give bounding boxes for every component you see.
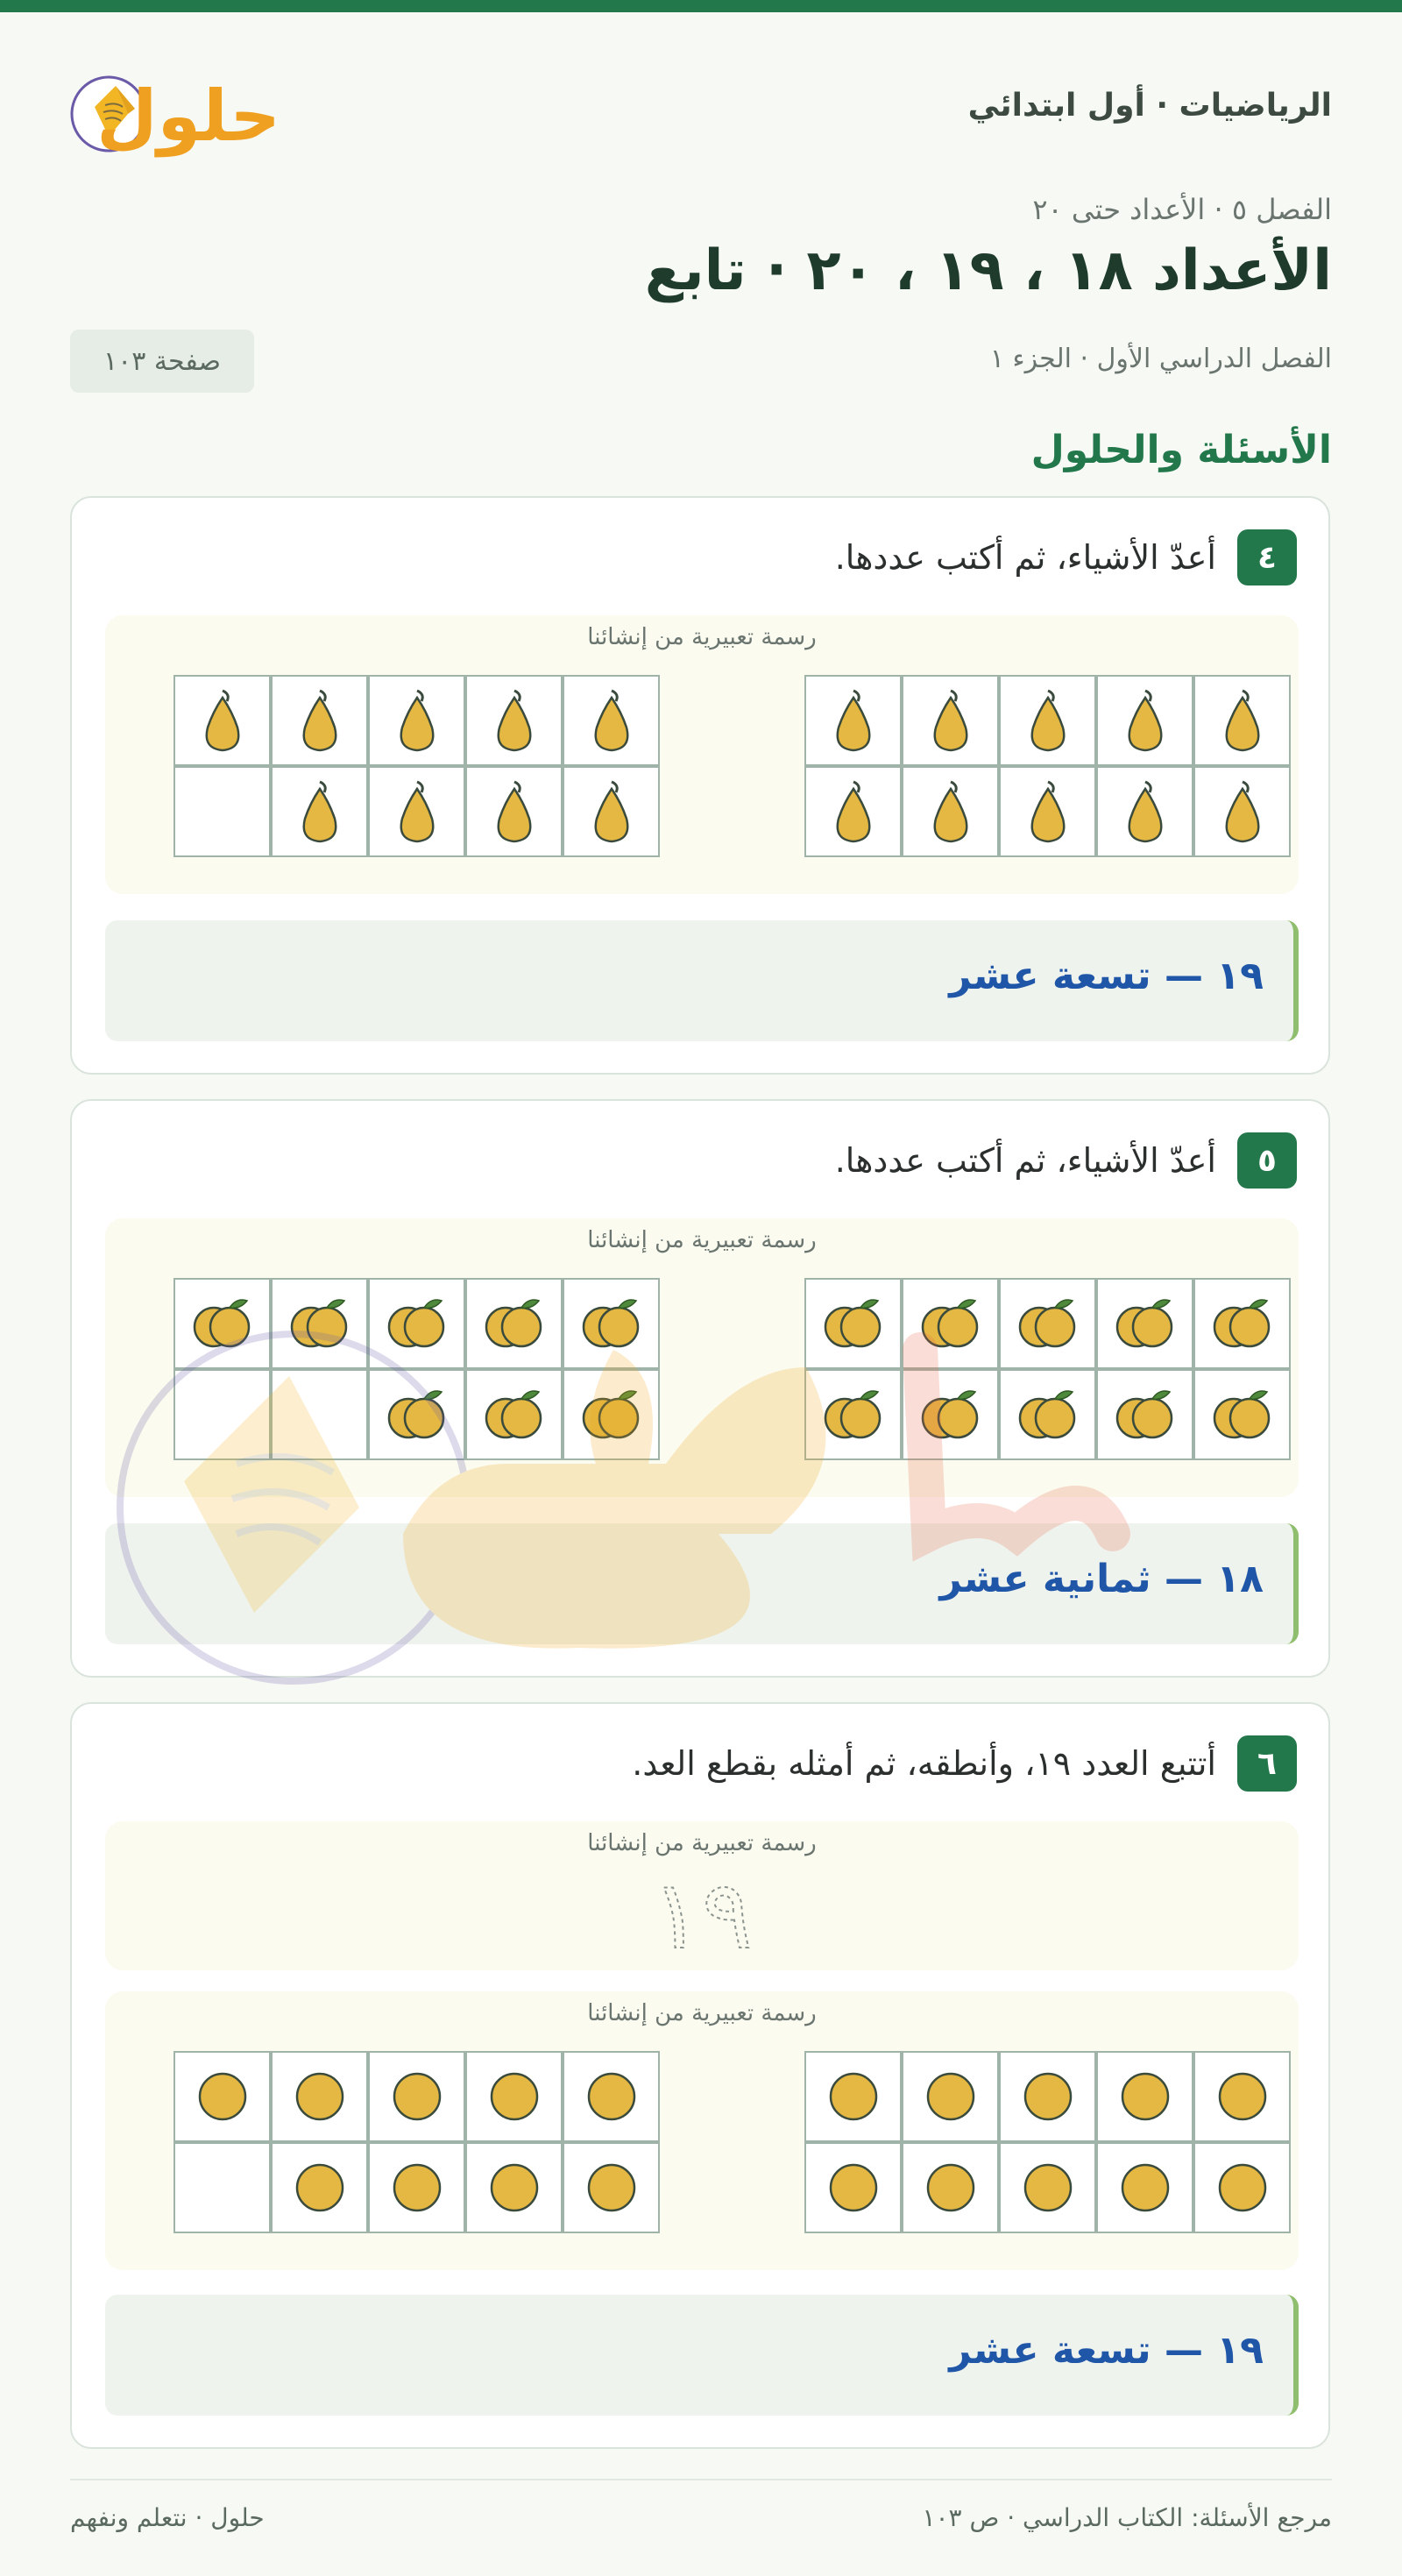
ten-frame-cell [563, 2051, 660, 2142]
pear-icon [467, 677, 561, 764]
ten-frame-cell [1096, 675, 1193, 766]
illustration-panel [105, 1218, 1299, 1497]
ten-frame-cell [368, 675, 465, 766]
page-badge: صفحة ١٠٣ [70, 330, 254, 393]
counter-icon [1001, 2144, 1094, 2232]
counter-icon [370, 2144, 464, 2232]
ten-frame-cell [271, 2051, 368, 2142]
ten-frame-cell [1096, 766, 1193, 857]
ten-frame-cell [563, 1278, 660, 1369]
illustration-panel [105, 615, 1299, 894]
pear-icon [273, 768, 366, 855]
question-number-badge: ٤ [1237, 529, 1297, 585]
ten-frame-cell [563, 2142, 660, 2233]
orange-icon [467, 1371, 561, 1458]
counter-icon [175, 2053, 269, 2140]
ten-frame-cell [902, 2051, 999, 2142]
pear-icon [564, 768, 658, 855]
ten-frame-cell [999, 675, 1096, 766]
footer-reference: مرجع الأسئلة: الكتاب الدراسي · ص ١٠٣ [922, 2503, 1332, 2532]
trace-number[interactable] [614, 1863, 790, 1960]
counter-icon [1195, 2144, 1289, 2232]
orange-icon [903, 1280, 997, 1367]
ten-frame-cell [1096, 2142, 1193, 2233]
footer-tagline: حلول · نتعلم ونفهم [70, 2503, 265, 2532]
question-header [835, 529, 1297, 585]
illustration-caption: رسمة تعبيرية من إنشائنا [587, 1227, 817, 1253]
ten-frame-cell [1193, 2051, 1291, 2142]
orange-icon [564, 1371, 658, 1458]
orange-icon [806, 1371, 900, 1458]
answer-box [105, 1523, 1299, 1644]
ten-frame-cell [999, 2051, 1096, 2142]
term-label: الفصل الدراسي الأول · الجزء ١ [989, 344, 1332, 374]
ten-frame-cell [563, 766, 660, 857]
footer-divider [70, 2479, 1332, 2480]
ten-frame-cell [368, 1369, 465, 1460]
svg-text:١٩: ١٩ [650, 1863, 754, 1960]
ten-frame-cell [368, 766, 465, 857]
ten-frame-cell [999, 1278, 1096, 1369]
ten-frame-cell [1193, 2142, 1291, 2233]
counter-icon [564, 2144, 658, 2232]
orange-icon [370, 1371, 464, 1458]
chapter-label: الفصل ٥ · الأعداد حتى ٢٠ [1032, 193, 1332, 226]
ten-frame-cell [465, 675, 563, 766]
counter-icon [806, 2053, 900, 2140]
lesson-title: الأعداد ١٨ ، ١٩ ، ٢٠ · تابع [644, 238, 1332, 303]
pear-icon [175, 677, 269, 764]
ten-frame-cell [271, 675, 368, 766]
ten-frame-cell [804, 2142, 902, 2233]
orange-icon [1098, 1371, 1192, 1458]
counter-icon [564, 2053, 658, 2140]
answer-text: ١٩ — تسعة عشر [949, 954, 1264, 998]
counter-icon [467, 2053, 561, 2140]
ten-frame-cell [902, 1278, 999, 1369]
orange-icon [175, 1280, 269, 1367]
question-number-badge: ٥ [1237, 1132, 1297, 1189]
ten-frame-cell [563, 1369, 660, 1460]
answer-box [105, 920, 1299, 1041]
ten-frame-cell [902, 2142, 999, 2233]
pear-icon [1195, 768, 1289, 855]
counter-icon [370, 2053, 464, 2140]
ten-frame-cell [271, 1278, 368, 1369]
ten-frame-cell [465, 2142, 563, 2233]
pear-icon [1098, 677, 1192, 764]
counter-icon [903, 2144, 997, 2232]
counter-icon [1098, 2144, 1192, 2232]
ten-frame-cell [1193, 766, 1291, 857]
ten-frame-cell [173, 2142, 271, 2233]
answer-box [105, 2295, 1299, 2416]
pear-icon [564, 677, 658, 764]
question-card-6 [70, 1702, 1330, 2449]
pear-icon [370, 768, 464, 855]
section-heading: الأسئلة والحلول [1030, 428, 1332, 472]
pear-icon [370, 677, 464, 764]
top-accent-bar [0, 0, 1402, 12]
orange-icon [564, 1280, 658, 1367]
ten-frame-cell [804, 766, 902, 857]
orange-icon [273, 1280, 366, 1367]
ten-frame-cell [1193, 675, 1291, 766]
pear-icon [467, 768, 561, 855]
illustration-panel [105, 1991, 1299, 2270]
ten-frame-cell [173, 2051, 271, 2142]
ten-frame-cell [1096, 2051, 1193, 2142]
ten-frame-cell [173, 1369, 271, 1460]
ten-frame-cell [1193, 1278, 1291, 1369]
brand-logo[interactable] [70, 53, 333, 167]
question-text: أتتبع العدد ١٩، وأنطقه، ثم أمثله بقطع العد. [632, 1744, 1216, 1783]
pear-icon [1001, 768, 1094, 855]
ten-frame-cell [368, 1278, 465, 1369]
orange-icon [1195, 1371, 1289, 1458]
ten-frame-cell [999, 2142, 1096, 2233]
ten-frame-cell [804, 1278, 902, 1369]
ten-frame-cell [999, 766, 1096, 857]
ten-frame-cell [999, 1369, 1096, 1460]
ten-frame-left [173, 2051, 664, 2235]
ten-frame-cell [465, 2051, 563, 2142]
pear-icon [1098, 768, 1192, 855]
orange-icon [1001, 1280, 1094, 1367]
orange-icon [1195, 1280, 1289, 1367]
question-header [835, 1132, 1297, 1189]
orange-icon [1001, 1371, 1094, 1458]
ten-frame-cell [465, 1369, 563, 1460]
counter-icon [467, 2144, 561, 2232]
ten-frame-cell [271, 1369, 368, 1460]
counter-icon [1195, 2053, 1289, 2140]
illustration-caption: رسمة تعبيرية من إنشائنا [587, 2000, 817, 2026]
illustration-caption: رسمة تعبيرية من إنشائنا [587, 624, 817, 650]
trace-panel [105, 1821, 1299, 1970]
pear-icon [903, 768, 997, 855]
answer-text: ١٩ — تسعة عشر [949, 2328, 1264, 2373]
ten-frame-cell [902, 766, 999, 857]
ten-frame-cell [804, 2051, 902, 2142]
question-card-4 [70, 496, 1330, 1075]
ten-frame-cell [173, 766, 271, 857]
counter-icon [1098, 2053, 1192, 2140]
orange-icon [370, 1280, 464, 1367]
pear-icon [806, 677, 900, 764]
question-text: أعدّ الأشياء، ثم أكتب عددها. [834, 538, 1216, 577]
counter-icon [273, 2053, 366, 2140]
ten-frame-cell [465, 766, 563, 857]
answer-text: ١٨ — ثمانية عشر [939, 1557, 1264, 1601]
ten-frame-left [173, 1278, 664, 1462]
question-text: أعدّ الأشياء، ثم أكتب عددها. [834, 1141, 1216, 1180]
orange-icon [903, 1371, 997, 1458]
ten-frame-cell [465, 1278, 563, 1369]
ten-frame-cell [902, 1369, 999, 1460]
counter-icon [1001, 2053, 1094, 2140]
pear-icon [1195, 677, 1289, 764]
orange-icon [806, 1280, 900, 1367]
ten-frame-right [804, 1278, 1295, 1462]
pear-icon [806, 768, 900, 855]
ten-frame-cell [1096, 1369, 1193, 1460]
pear-icon [273, 677, 366, 764]
counter-icon [273, 2144, 366, 2232]
orange-icon [1098, 1280, 1192, 1367]
question-card-5 [70, 1099, 1330, 1678]
counter-icon [806, 2144, 900, 2232]
counter-icon [903, 2053, 997, 2140]
header [70, 53, 1332, 167]
ten-frame-cell [563, 675, 660, 766]
ten-frame-cell [1193, 1369, 1291, 1460]
question-header [632, 1735, 1297, 1792]
ten-frame-right [804, 2051, 1295, 2235]
ten-frame-left [173, 675, 664, 859]
pear-icon [903, 677, 997, 764]
question-number-badge: ٦ [1237, 1735, 1297, 1792]
ten-frame-cell [804, 1369, 902, 1460]
subject-label: الرياضيات · أول ابتدائي [967, 88, 1332, 124]
brand-wordmark: حلول [96, 75, 280, 157]
ten-frame-cell [271, 2142, 368, 2233]
ten-frame-cell [368, 2051, 465, 2142]
ten-frame-cell [271, 766, 368, 857]
illustration-caption: رسمة تعبيرية من إنشائنا [587, 1830, 817, 1856]
ten-frame-cell [368, 2142, 465, 2233]
orange-icon [467, 1280, 561, 1367]
ten-frame-right [804, 675, 1295, 859]
ten-frame-cell [1096, 1278, 1193, 1369]
ten-frame-cell [902, 675, 999, 766]
pear-icon [1001, 677, 1094, 764]
ten-frame-cell [804, 675, 902, 766]
ten-frame-cell [173, 1278, 271, 1369]
ten-frame-cell [173, 675, 271, 766]
